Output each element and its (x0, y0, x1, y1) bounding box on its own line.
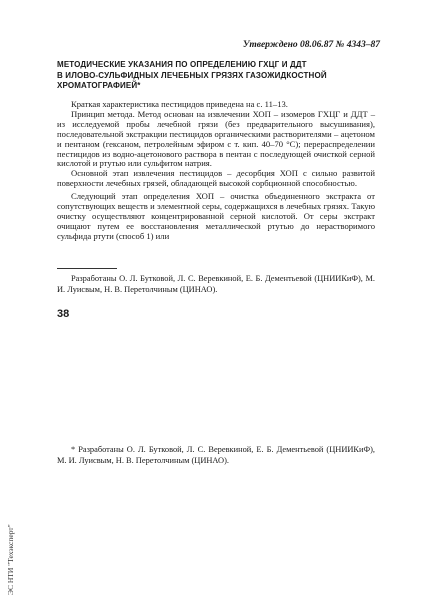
approval-line: Утверждено 08.06.87 № 4343–87 (242, 40, 380, 50)
paragraph-next-stage: Следующий этап определения ХОП – очистка объединенного экстракта от сопутствующих веществ и элементной серы, содержащихся в лечебных грязях. Такую очистку осуществляют концентрированной серной кислотой. От серы экстракт очищают путем ее восстановления металлической ртутью до нерастворимого сульфида ртути (способ 1) или (57, 191, 375, 241)
side-stamp: ЭС НТИ "Техэксперт" (6, 524, 15, 595)
title-line-2: В ИЛОВО-СУЛЬФИДНЫХ ЛЕЧЕБНЫХ ГРЯЗЯХ ГАЗОЖИДКОСТНОЙ (57, 70, 327, 80)
footnote-authors-repeat: * Разработаны О. Л. Бутковой, Л. С. Веревкиной, Е. Б. Дементьевой (ЦНИИКиФ), М. И. Луисвым, Н. В. Перетолчиным (ЦИНАО). (57, 445, 375, 465)
footnote-authors: Разработаны О. Л. Бутковой, Л. С. Веревкиной, Е. Б. Дементьевой (ЦНИИКиФ), М. И. Луисвым, Н. В. Перетолчиным (ЦИНАО). (57, 274, 375, 294)
paragraph-main-stage: Основной этап извлечения пестицидов – десорбция ХОП с сильно развитой поверхности лечебных грязей, обладающей высокой сорбционной способностью. (57, 168, 375, 189)
title-line-3: ХРОМАТОГРАФИЕЙ* (57, 81, 141, 90)
document-title (57, 60, 377, 92)
body-text (57, 100, 375, 242)
page-number: 38 (57, 308, 70, 320)
paragraph-intro: Краткая характеристика пестицидов приведена на с. 11–13. (71, 99, 288, 109)
footnote-rule (57, 268, 117, 269)
title-line-1: МЕТОДИЧЕСКИЕ УКАЗАНИЯ ПО ОПРЕДЕЛЕНИЮ ГХЦГ И ДДТ (57, 60, 307, 69)
paragraph-principle: Принцип метода. Метод основан на извлечении ХОП – изомеров ГХЦГ и ДДТ – из исследуемой пробы лечебной грязи (без предварительного высушивания), последовательной экстракции пестицидов органическими растворителями – ацетоном и пентаном (гексаном, петролейным эфиром с т. кип. 40–70 °С); перераспределении пестицидов из водно-ацетонового раствора в пентан с последующей очисткой серной кислотой и ртутью или сульфитом натрия. (57, 108, 375, 169)
